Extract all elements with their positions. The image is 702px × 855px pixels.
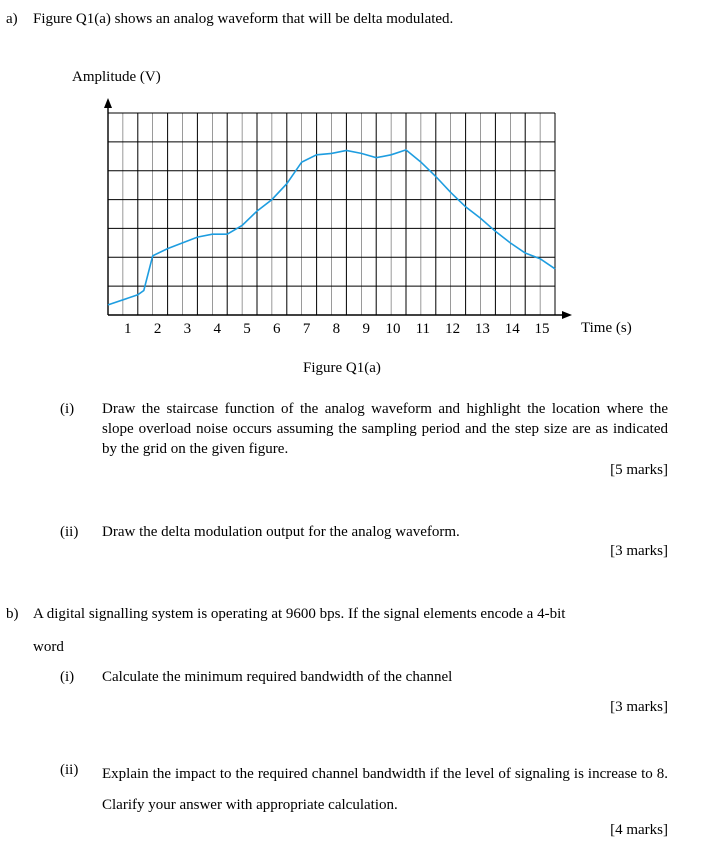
- x-tick-label: 1: [124, 321, 132, 337]
- part-a-label: a): [6, 11, 18, 27]
- part-b-label: b): [6, 606, 19, 622]
- part-b-intro-line2: word: [33, 639, 64, 655]
- x-axis-arrowhead: [562, 311, 572, 319]
- part-b-q1-marks: [3 marks]: [610, 699, 668, 715]
- x-tick-label: 8: [332, 321, 341, 337]
- x-tick-label: 9: [362, 321, 370, 337]
- part-b-q2-marks: [4 marks]: [610, 822, 668, 838]
- x-tick-label: 15: [534, 321, 550, 337]
- part-a-q2-text: Draw the delta modulation output for the analog waveform.: [102, 524, 460, 540]
- x-tick-labels: [124, 321, 549, 337]
- figure-x-label: Time (s): [581, 320, 632, 336]
- figure-grid: [108, 113, 555, 315]
- part-a-q2-marks: [3 marks]: [610, 543, 668, 559]
- waveform-figure: [0, 0, 702, 360]
- x-tick-label: 6: [273, 321, 281, 337]
- y-axis-arrowhead: [104, 98, 112, 108]
- x-tick-label: 7: [302, 321, 311, 337]
- part-a-intro: Figure Q1(a) shows an analog waveform that will be delta modulated.: [33, 11, 454, 27]
- x-tick-label: 4: [213, 321, 221, 337]
- x-tick-label: 5: [243, 321, 251, 337]
- figure-caption: Figure Q1(a): [303, 360, 381, 376]
- x-tick-label: 3: [183, 321, 192, 337]
- part-b-q2-text: Explain the impact to the required channel bandwidth if the level of signaling is increase to 8. Clarify your answer with appropriate calculation.: [102, 766, 668, 813]
- x-tick-label: 14: [504, 321, 520, 337]
- part-b-q1-text: Calculate the minimum required bandwidth of the channel: [102, 669, 453, 685]
- part-a-q2-number: (ii): [60, 524, 79, 540]
- part-b-q1-number: (i): [60, 669, 75, 685]
- part-b-intro-line1: A digital signalling system is operating at 9600 bps. If the signal elements encode a 4-bit: [33, 606, 566, 622]
- part-a-q1-marks: [5 marks]: [610, 462, 668, 478]
- x-tick-label: 11: [415, 321, 431, 337]
- x-tick-label: 13: [474, 321, 490, 337]
- x-tick-label: 2: [153, 321, 162, 337]
- part-a-q1-number: (i): [60, 401, 75, 417]
- figure-y-label: Amplitude (V): [72, 69, 161, 85]
- part-b-q2-number: (ii): [60, 762, 79, 778]
- x-tick-label: 12: [445, 321, 461, 337]
- part-a-q1-text: Draw the staircase function of the analog waveform and highlight the location where the slope overload noise occurs assuming the sampling period and the step size are as indicated by the grid on the given figure.: [102, 401, 668, 457]
- x-tick-label: 10: [385, 321, 401, 337]
